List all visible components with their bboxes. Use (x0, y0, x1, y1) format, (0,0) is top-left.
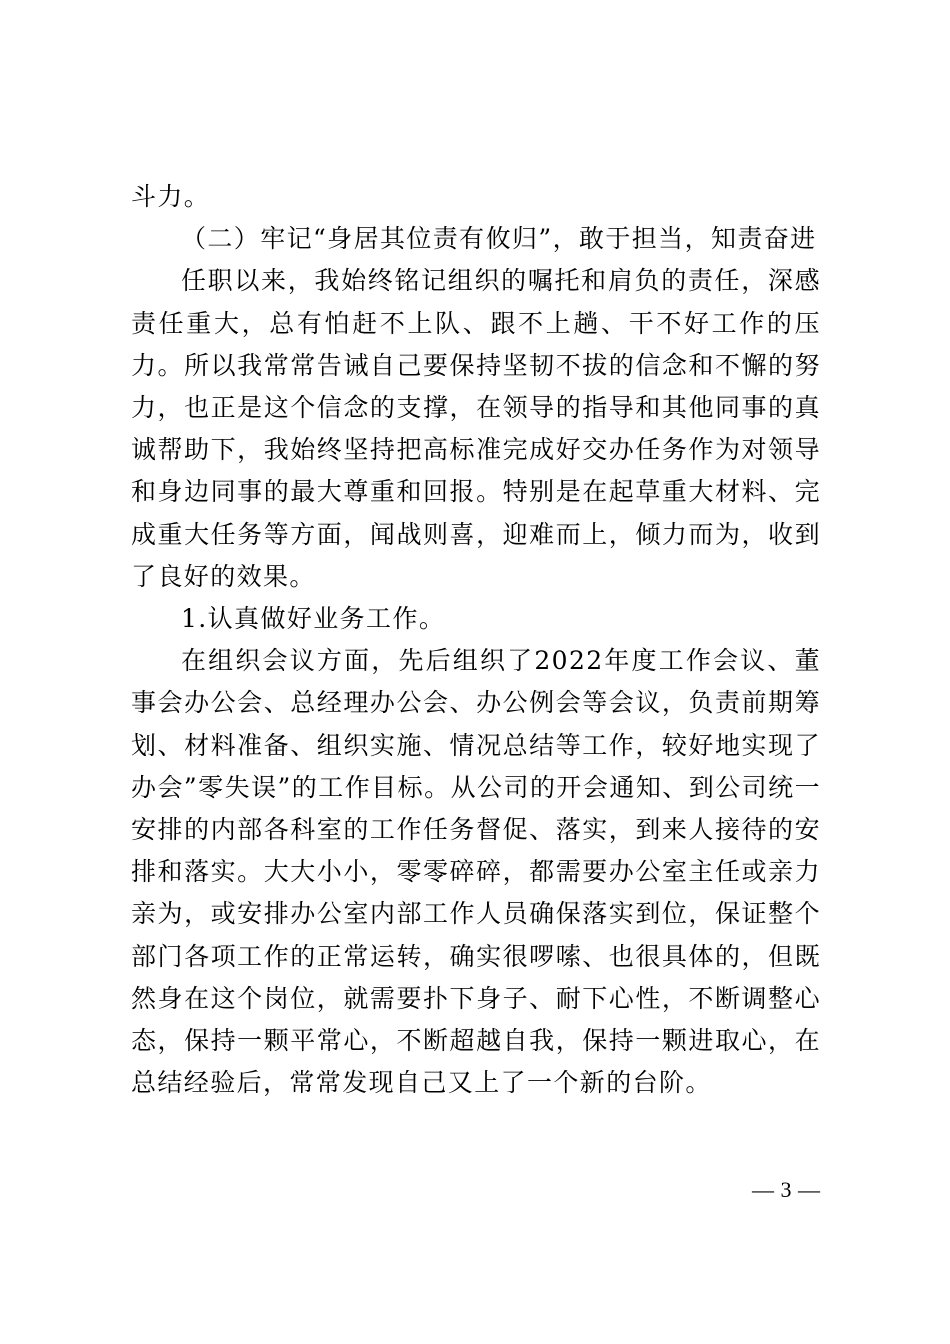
document-body (131, 176, 821, 1104)
paragraph-meetings: 在组织会议方面，先后组织了2022年度工作会议、董事会办公会、总经理办公会、办公例会等会议，负责前期筹划、材料准备、组织实施、情况总结等工作，较好地实现了办会”零失误”的工作目标。从公司的开会通知、到公司统一安排的内部各科室的工作任务督促、落实，到来人接待的安排和落实。大大小小，零零碎碎，都需要办公室主任或亲力亲为，或安排办公室内部工作人员确保落实到位，保证整个部门各项工作的正常运转，确实很啰嗦、也很具体的，但既然身在这个岗位，就需要扑下身子、耐下心性，不断调整心态，保持一颗平常心，不断超越自我，保持一颗进取心，在总结经验后，常常发现自己又上了一个新的台阶。 (131, 646, 821, 1098)
page-number: — 3 — (752, 1177, 821, 1202)
subsection-heading: 1.认真做好业务工作。 (181, 604, 446, 634)
paragraph-continuation: 斗力。 (131, 182, 211, 211)
section-heading: （二）牢记“身居其位责有攸归”，敢于担当，知责奋进 (181, 224, 817, 254)
paragraph-responsibility: 任职以来，我始终铭记组织的嘱托和肩负的责任，深感责任重大，总有怕赶不上队、跟不上趟、干不好工作的压力。所以我常常告诫自己要保持坚韧不拔的信念和不懈的努力，也正是这个信念的支撑，在领导的指导和其他同事的真诚帮助下，我始终坚持把高标准完成好交办任务作为对领导和身边同事的最大尊重和回报。特别是在起草重大材料、完成重大任务等方面，闻战则喜，迎难而上，倾力而为，收到了良好的效果。 (131, 266, 821, 591)
